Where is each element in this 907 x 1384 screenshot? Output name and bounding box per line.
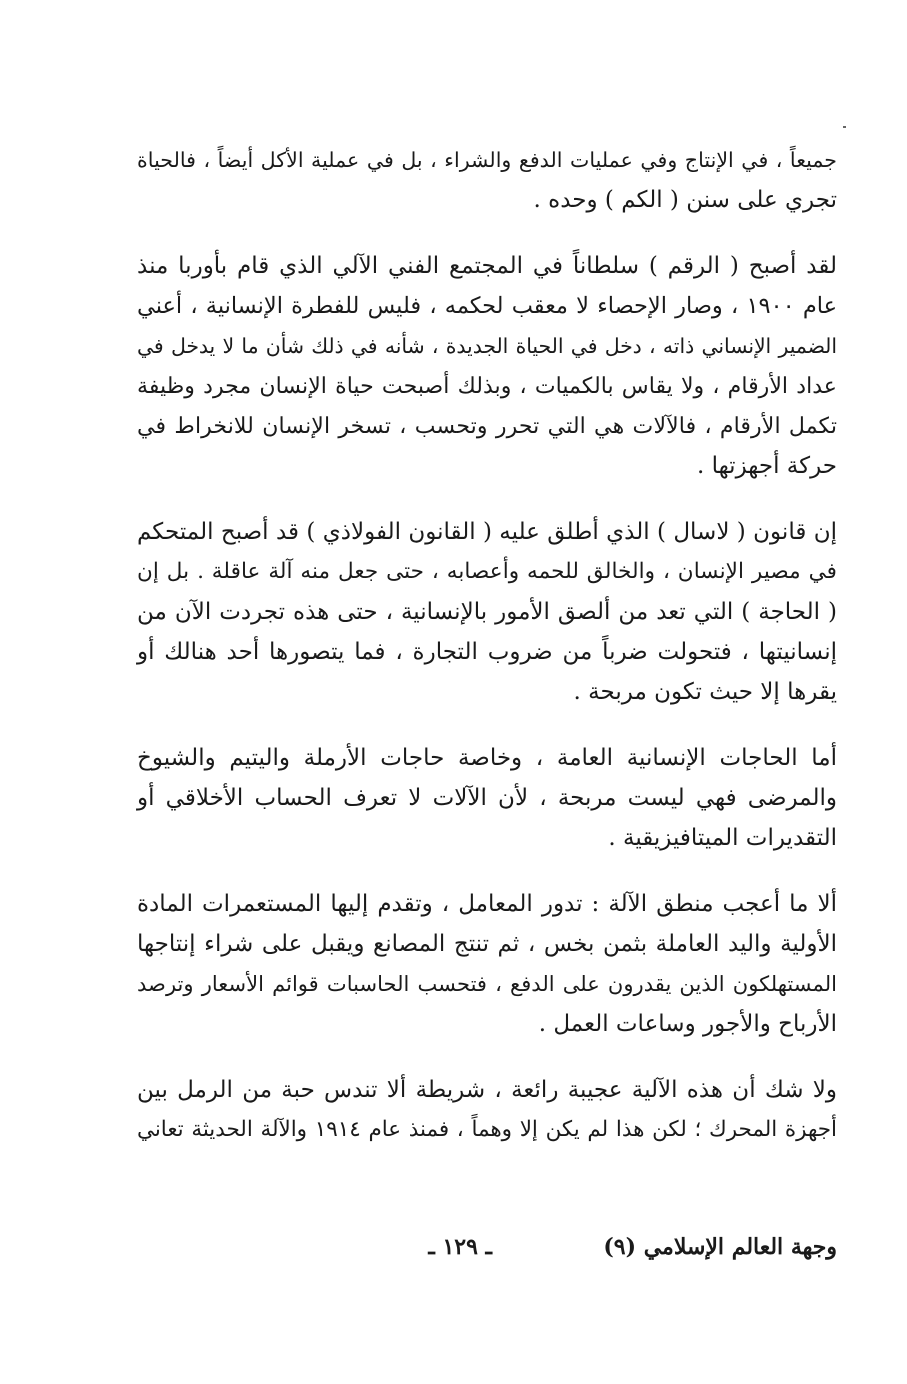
text-line: عام ١٩٠٠ ، وصار الإحصاء لا معقب لحكمه ، فليس للفطرة الإنسانية ، أعني [137,293,837,319]
text-line: ألا ما أعجب منطق الآلة : تدور المعامل ، وتقدم إليها المستعمرات المادة [137,891,837,917]
paragraph [137,738,837,858]
page-body [137,140,837,1176]
text-line: ( الحاجة ) التي تعد من ألصق الأمور بالإنسانية ، حتى هذه تجردت الآن من [137,599,837,625]
text-line: الأولية واليد العاملة بثمن بخس ، ثم تنتج المصانع ويقبل على شراء إنتاجها [137,931,837,957]
text-line: تجري على سنن ( الكم ) وحده . [533,187,837,213]
text-line: في مصير الإنسان ، والخالق للحمه وأعصابه ، حتى جعل منه آلة عاقلة . بل إن [137,559,837,584]
paragraph [137,246,837,486]
text-line: عداد الأرقام ، ولا يقاس بالكميات ، وبذلك أصبحت حياة الإنسان مجرد وظيفة [137,373,837,399]
text-line: الضمير الإنساني ذاته ، دخل في الحياة الجديدة ، شأنه في ذلك شأن ما لا يدخل في [137,334,837,358]
page-number: ـ ١٢٩ ـ [428,1234,492,1260]
text-line: أما الحاجات الإنسانية العامة ، وخاصة حاجات الأرملة واليتيم والشيوخ [137,745,837,771]
text-line: والمرضى فهي ليست مربحة ، لأن الآلات لا تعرف الحساب الأخلاقي أو [137,785,837,811]
paragraph [137,1070,837,1150]
text-line: أجهزة المحرك ؛ لكن هذا لم يكن إلا وهماً ، فمنذ عام ١٩١٤ والآلة الحديثة تعاني [137,1117,837,1142]
text-line: جميعاً ، في الإنتاج وفي عمليات الدفع والشراء ، بل في عملية الأكل أيضاً ، فالحياة [137,148,837,172]
text-line: التقديرات الميتافيزيقية . [608,825,837,851]
text-line: المستهلكون الذين يقدرون على الدفع ، فتحسب الحاسبات قوائم الأسعار وترصد [137,971,837,996]
page-footer [137,1234,837,1274]
text-line: يقرها إلا حيث تكون مربحة . [573,679,837,705]
paragraph [137,140,837,220]
scan-speck [843,126,846,128]
text-line: لقد أصبح ( الرقم ) سلطاناً في المجتمع الفني الآلي الذي قام بأوربا منذ [137,253,837,279]
text-line: حركة أجهزتها . [696,453,837,479]
text-line: ولا شك أن هذه الآلية عجيبة رائعة ، شريطة ألا تندس حبة من الرمل بين [137,1077,837,1103]
text-line: إنسانيتها ، فتحولت ضرباً من ضروب التجارة ، فما يتصورها أحد هنالك أو [137,639,837,665]
text-line: الأرباح والأجور وساعات العمل . [538,1011,837,1037]
paragraph [137,512,837,712]
book-title: وجهة العالم الإسلامي (٩) [603,1234,837,1260]
text-line: تكمل الأرقام ، فالآلات هي التي تحرر وتحسب ، تسخر الإنسان للانخراط في [137,413,837,439]
paragraph [137,884,837,1044]
text-line: إن قانون ( لاسال ) الذي أطلق عليه ( القانون الفولاذي ) قد أصبح المتحكم [137,519,837,545]
